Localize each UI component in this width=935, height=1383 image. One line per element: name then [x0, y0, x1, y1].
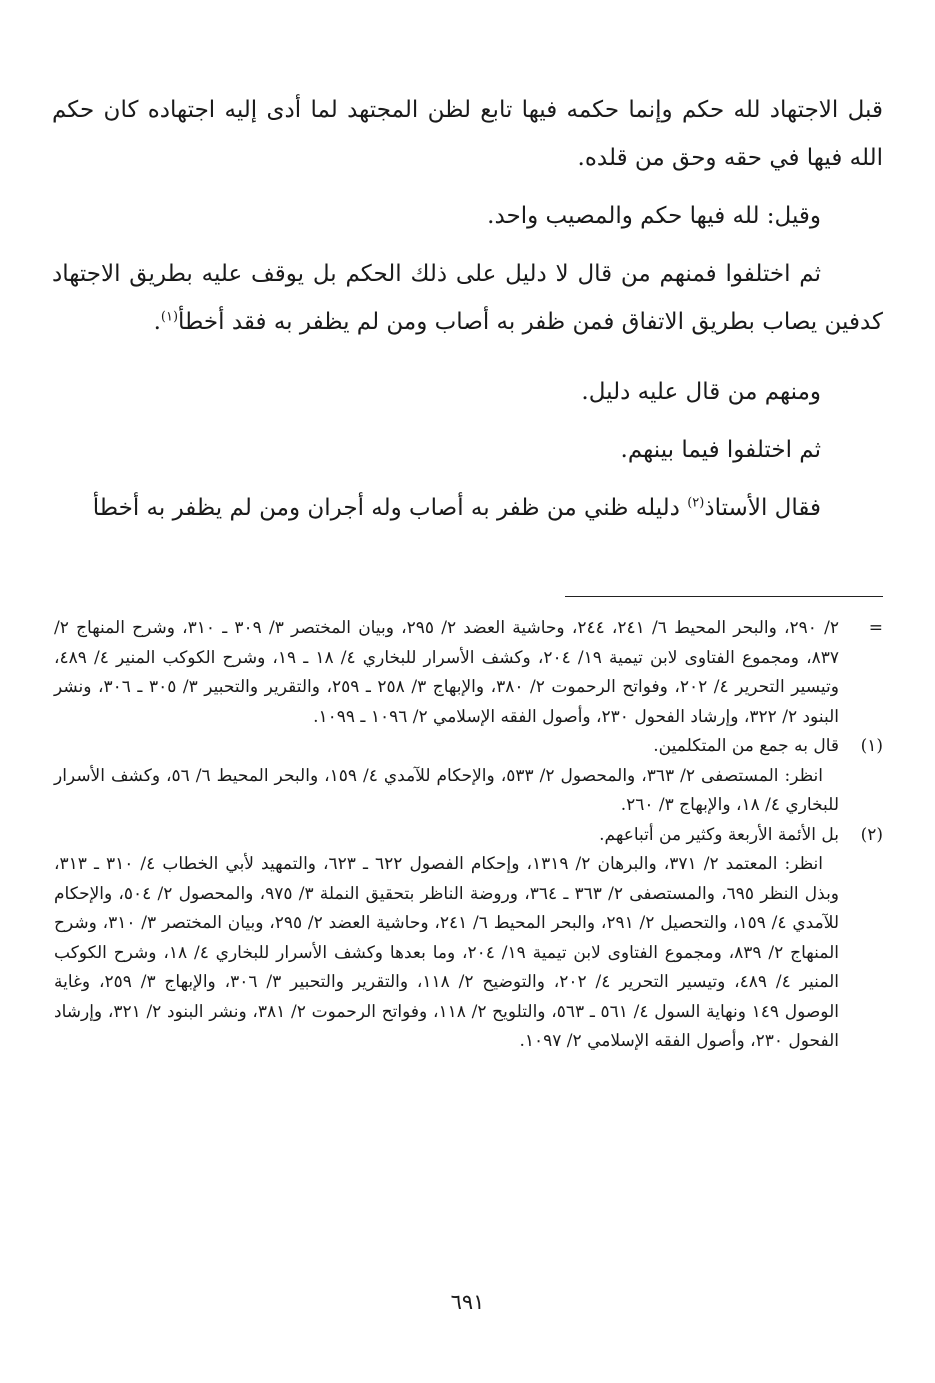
paragraph-3-end: .	[153, 309, 161, 335]
footnote-2-sources-text: انظر: المعتمد ٢/ ٣٧١، والبرهان ٢/ ١٣١٩، وإحكام الفصول ٦٢٢ ـ ٦٢٣، والتمهيد لأبي الخطاب ٤/ ٣١٠ ـ ٣١٣، وبذل النظر ٦٩٥، والمستصفى ٢/ ٣٦٣ ـ ٣٦٤، وروضة الناظر بتحقيق النملة ٣/ ٩٧٥، والمحصول ٢/ ٥٠٤، والإحكام للآمدي ٤/ ١٥٩، والتحصيل ٢/ ٢٩١، والبحر المحيط ٦/ ٢٤١، وحاشية العضد ٢/ ٢٩٥، وبيان المختصر ٣/ ٣١٠، وشرح المنهاج ٢/ ٨٣٩، ومجموع الفتاوى لابن تيمية ١٩/ ٢٠٤، وما بعدها وكشف الأسرار للبخاري ٤/ ١٨، وشرح الكوكب المنير ٤/ ٤٨٩، وتيسير التحرير ٤/ ٢٠٢، والتوضيح ٢/ ١١٨، والتقرير والتحبير ٣/ ٣٠٦، والإبهاج ٣/ ٢٥٩، وغاية الوصول ١٤٩ ونهاية السول ٤/ ٥٦١ ـ ٥٦٣، والتلويح ٢/ ١١٨، وفواتح الرحموت ٢/ ٣٨١، ونشر البنود ٢/ ٣٢١، وإرشاد الفحول ٢٣٠، وأصول الفقه الإسلامي ٢/ ١٠٩٧.	[54, 854, 840, 1051]
footnote-1	[54, 732, 883, 762]
paragraph-5: ثم اختلفوا فيما بينهم.	[620, 437, 821, 463]
footnote-1-sources-text: انظر: المستصفى ٢/ ٣٦٣، والمحصول ٢/ ٥٣٣، والإحكام للآمدي ٤/ ١٥٩، والبحر المحيط ٦/ ٥٦، وكشف الأسرار للبخاري ٤/ ١٨، والإبهاج ٣/ ٢٦٠.	[54, 765, 839, 815]
footnote-continued-marker: =	[868, 618, 883, 638]
footnote-continued-text: ٢/ ٢٩٠، والبحر المحيط ٦/ ٢٤١، ٢٤٤، وحاشية العضد ٢/ ٢٩٥، وبيان المختصر ٣/ ٣٠٩ ـ ٣١٠، وشرح المنهاج ٢/ ٨٣٧، ومجموع الفتاوى لابن تيمية ١٩/ ٢٠٤، وكشف الأسرار للبخاري ٤/ ١٨ ـ ١٩، وشرح الكوكب المنير ٤/ ٤٨٩، وتيسير التحرير ٤/ ٢٠٢، وفواتح الرحموت ٢/ ٣٨٠، والإبهاج ٣/ ٢٥٨ ـ ٢٥٩، والتقرير والتحبير ٣/ ٣٠٥ ـ ٣٠٦، ونشر البنود ٢/ ٣٢٢، وإرشاد الفحول ٢٣٠، وأصول الفقه الإسلامي ٢/ ١٠٩٦ ـ ١٠٩٩.	[54, 618, 840, 727]
paragraph-4: ومنهم من قال عليه دليل.	[581, 379, 821, 405]
footnote-2-sources	[54, 850, 883, 1057]
main-text	[52, 86, 883, 532]
footnote-continued	[54, 614, 883, 732]
footnote-1-text: قال به جمع من المتكلمين.	[653, 736, 839, 756]
paragraph-6-rest: دليله ظني من ظفر به أصاب وله أجران ومن لم يظفر به أخطأ	[92, 495, 688, 521]
paragraph-3-text: ثم اختلفوا فمنهم من قال لا دليل على ذلك الحكم بل يوقف عليه بطريق الاجتهاد كدفين يصاب بطريق الاتفاق فمن ظفر به أصاب ومن لم يظفر به فقد أخطأ	[52, 261, 883, 335]
footnote-2	[54, 821, 883, 851]
page-number: ٦٩١	[450, 1290, 485, 1314]
footnote-ref-2[interactable]: (٢)	[687, 495, 705, 511]
paragraph-2: وقيل: لله فيها حكم والمصيب واحد.	[487, 203, 821, 229]
paragraph-6	[52, 484, 883, 532]
footnotes-section	[54, 614, 883, 1057]
footnote-2-text: بل الأئمة الأربعة وكثير من أتباعهم.	[599, 824, 839, 845]
paragraph-3	[52, 250, 883, 346]
paragraph-1: قبل الاجتهاد لله حكم وإنما حكمه فيها تابع لظن المجتهد لما أدى إليه اجتهاده كان حكم الله فيها في حقه وحق من قلده.	[52, 97, 883, 171]
paragraph-6-start: فقال الأستاذ	[704, 495, 821, 521]
footnote-2-marker: (٢)	[860, 824, 883, 845]
footnote-separator	[565, 596, 883, 597]
footnote-ref-1[interactable]: (١)	[160, 309, 179, 325]
footnote-1-sources	[54, 762, 883, 821]
footnote-1-marker: (١)	[860, 736, 883, 756]
